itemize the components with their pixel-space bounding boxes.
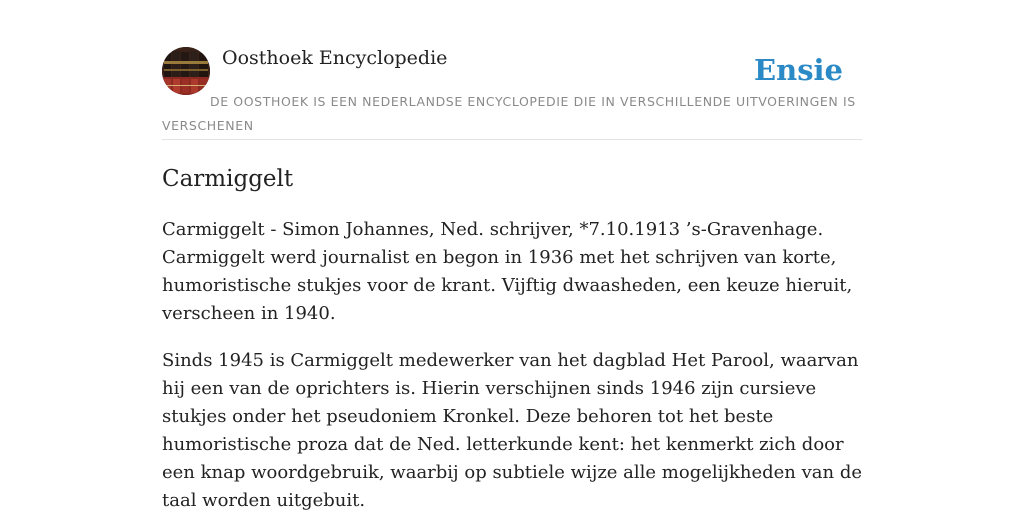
source-avatar[interactable]	[162, 47, 210, 95]
book-spines-icon	[162, 47, 210, 95]
content-container	[162, 0, 862, 511]
article-title: Carmiggelt	[162, 166, 294, 192]
source-header	[162, 0, 862, 140]
article-body	[162, 216, 862, 512]
ensie-logo[interactable]: Ensie	[754, 53, 843, 87]
source-title[interactable]: Oosthoek Encyclopedie	[222, 47, 448, 69]
source-description: DE OOSTHOEK IS EEN NEDERLANDSE ENCYCLOPEDIE DIE IN VERSCHILLENDE UITVOERINGEN IS VERSCHENEN	[162, 94, 856, 133]
article-paragraph: Carmiggelt - Simon Johannes, Ned. schrijver, *7.10.1913 ’s-Gravenhage. Carmiggelt werd journalist en begon in 1936 met het schrijven van korte, humoristische stukjes voor de krant. Vijftig dwaasheden, een keuze hieruit, verscheen in 1940.	[162, 219, 853, 324]
article-paragraph: Sinds 1945 is Carmiggelt medewerker van het dagblad Het Parool, waarvan hij een van de oprichters is. Hierin verschijnen sinds 1946 zijn cursieve stukjes onder het pseudoniem Kronkel. Deze behoren tot het beste humoristische proza dat de Ned. letterkunde kent: het kenmerkt zich door een knap woordgebruik, waarbij op subtiele wijze alle mogelijkheden van de taal worden uitgebuit.	[162, 350, 862, 511]
